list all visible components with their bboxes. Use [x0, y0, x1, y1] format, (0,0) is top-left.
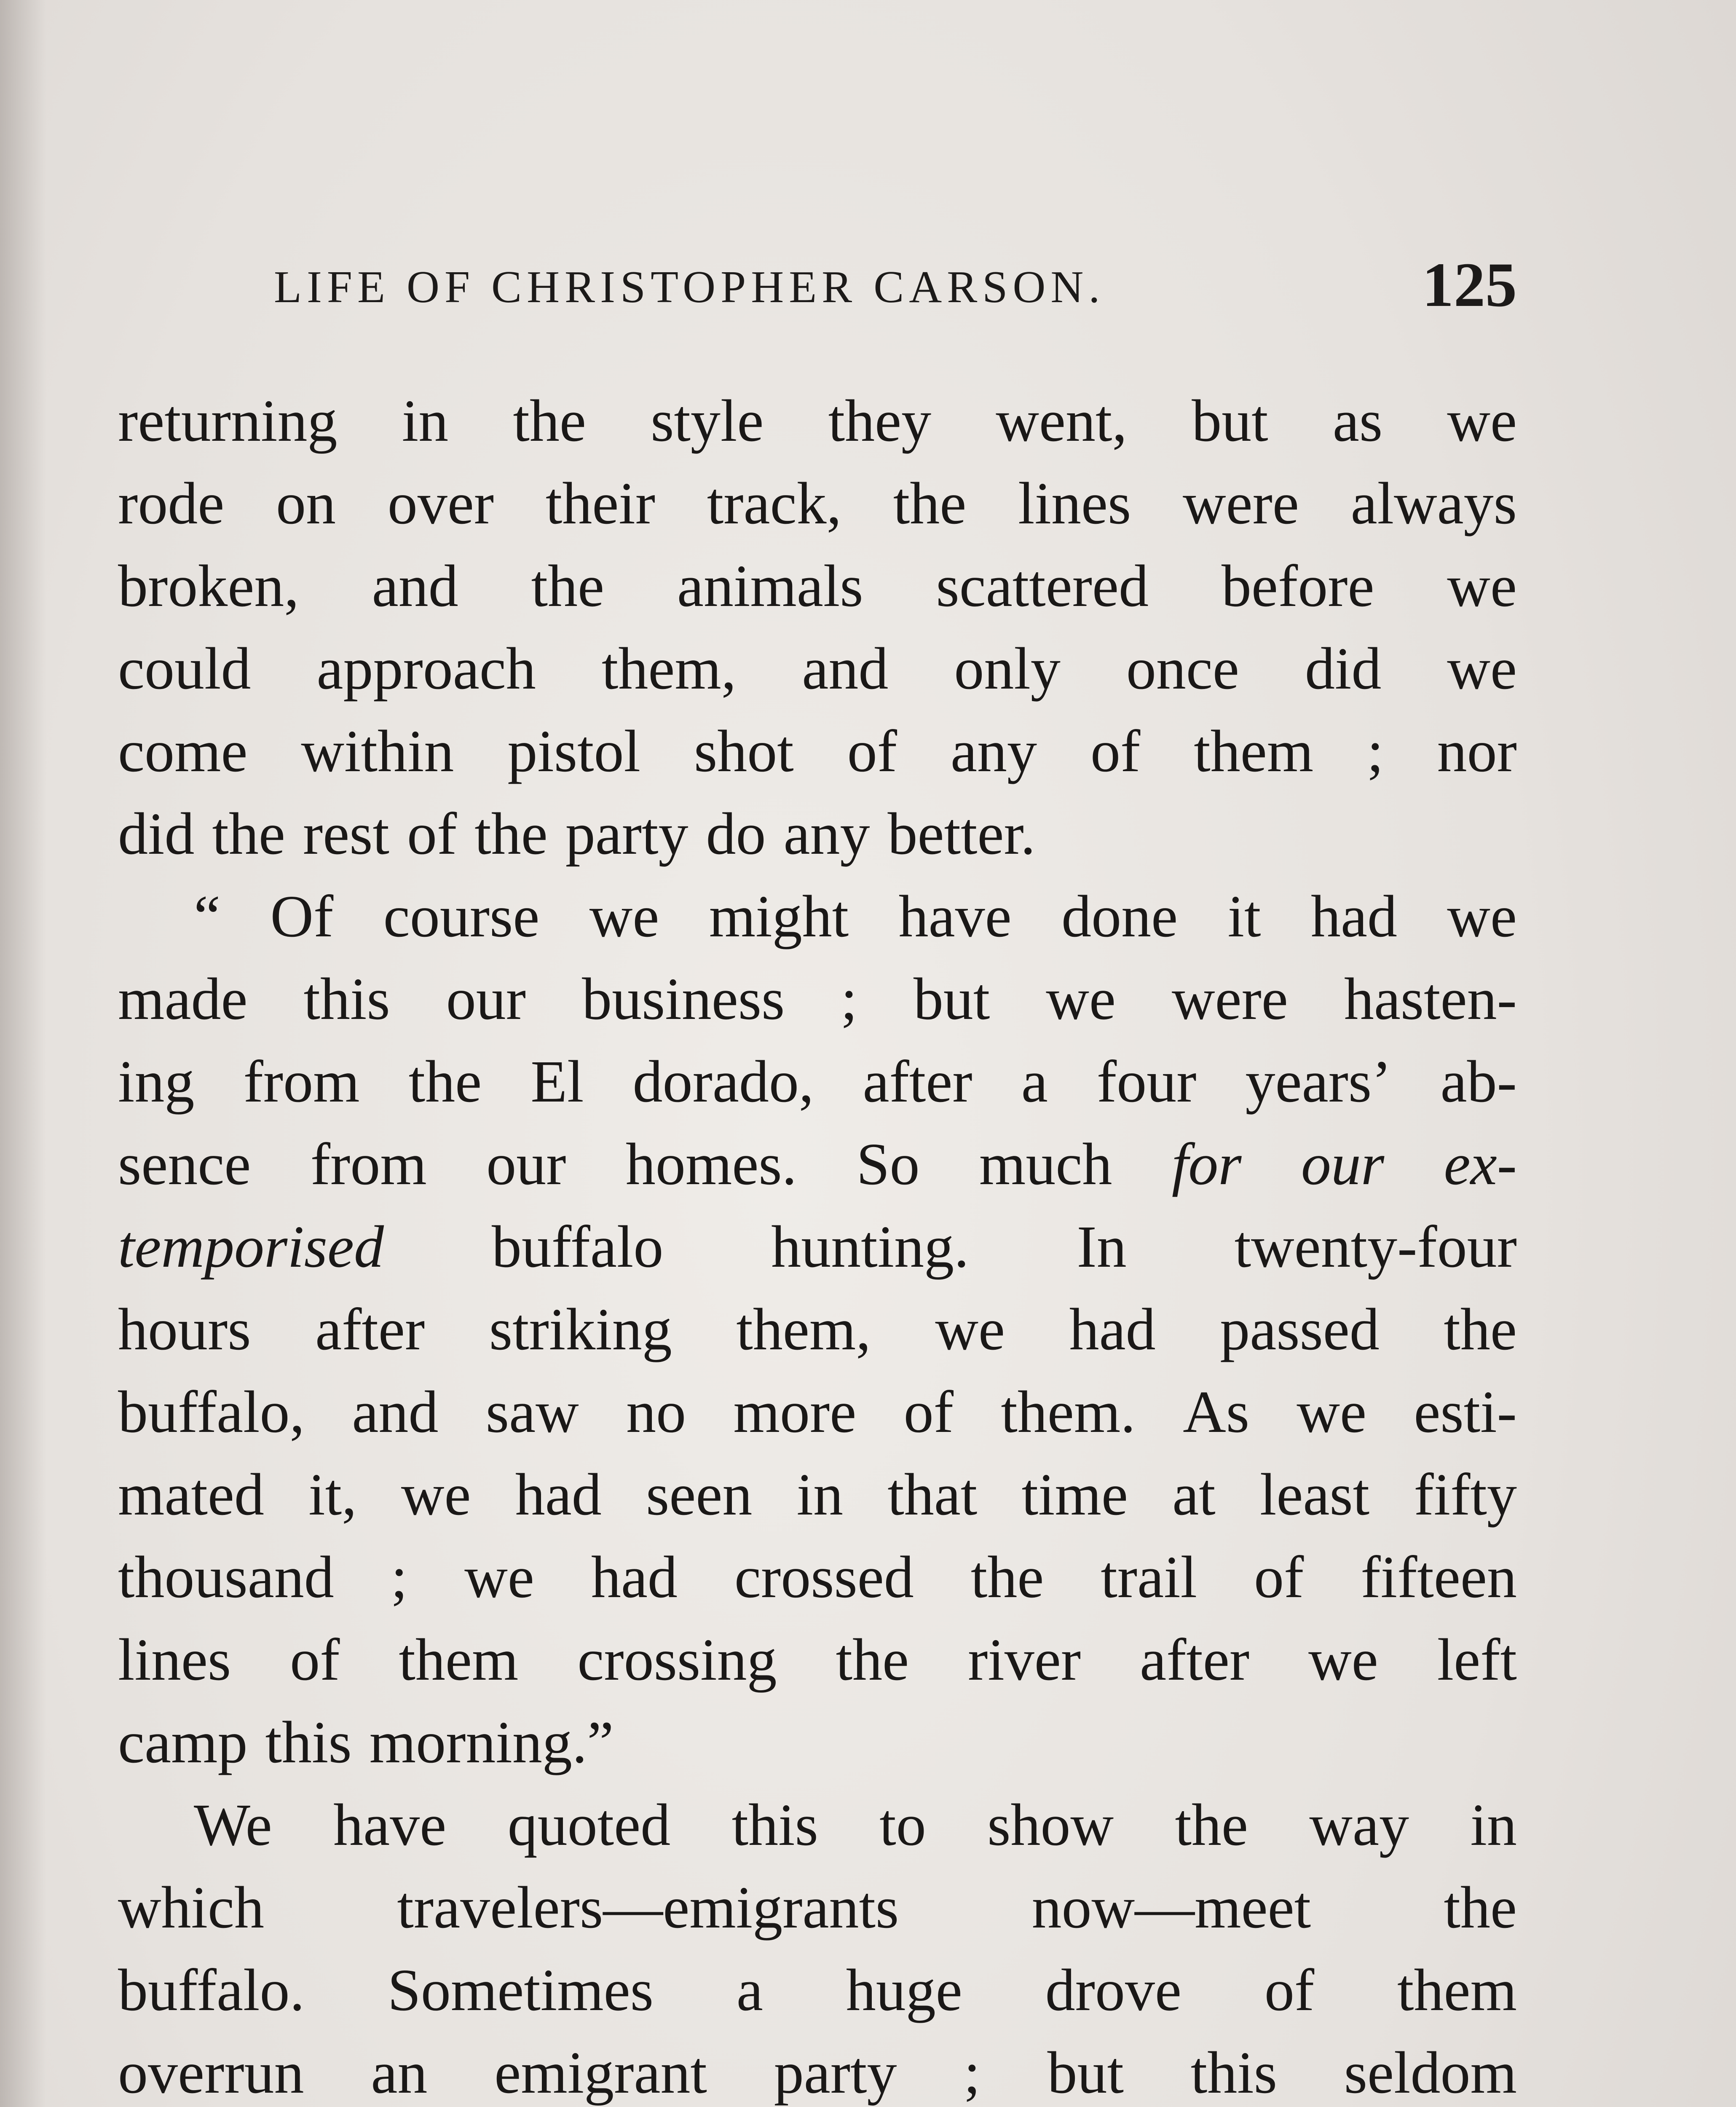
text-line: buffalo. Sometimes a huge drove of them [118, 1957, 1517, 2023]
page-number: 125 [1422, 250, 1517, 320]
body-text [118, 379, 1517, 2107]
text-line: camp this morning.” [118, 1709, 614, 1775]
text-line: We have quoted this to show the way in [194, 1791, 1517, 1858]
running-title: LIFE OF CHRISTOPHER CARSON. [274, 262, 1105, 312]
text-line: ing from the El dorado, after a four years’ ab- [118, 1048, 1517, 1115]
text-line: rode on over their track, the lines were always [118, 470, 1517, 536]
text-line: sence from our homes. So much for our ex- [118, 1131, 1517, 1197]
text-line: broken, and the animals scattered before we [118, 552, 1517, 619]
running-head [118, 249, 1517, 320]
text-line: hours after striking them, we had passed the [118, 1296, 1517, 1362]
text-line: lines of them crossing the river after we left [118, 1626, 1517, 1693]
text-line: thousand ; we had crossed the trail of fifteen [118, 1544, 1517, 1610]
text-line: “ Of course we might have done it had we [194, 883, 1517, 949]
text-line: made this our business ; but we were hasten- [118, 965, 1517, 1032]
text-line: overrun an emigrant party ; but this seldom [118, 2039, 1517, 2106]
text-line: come within pistol shot of any of them ; nor [118, 718, 1517, 784]
page-gutter-shadow [0, 0, 46, 2107]
text-line: buffalo, and saw no more of them. As we esti- [118, 1378, 1517, 1445]
text-line: which travelers—emigrants now—meet the [118, 1874, 1517, 1941]
text-line: temporised buffalo hunting. In twenty-four [118, 1213, 1517, 1280]
text-line: returning in the style they went, but as we [118, 387, 1517, 454]
text-line: did the rest of the party do any better. [118, 800, 1036, 867]
text-line: mated it, we had seen in that time at least fifty [118, 1461, 1517, 1528]
text-line: could approach them, and only once did we [118, 635, 1517, 702]
